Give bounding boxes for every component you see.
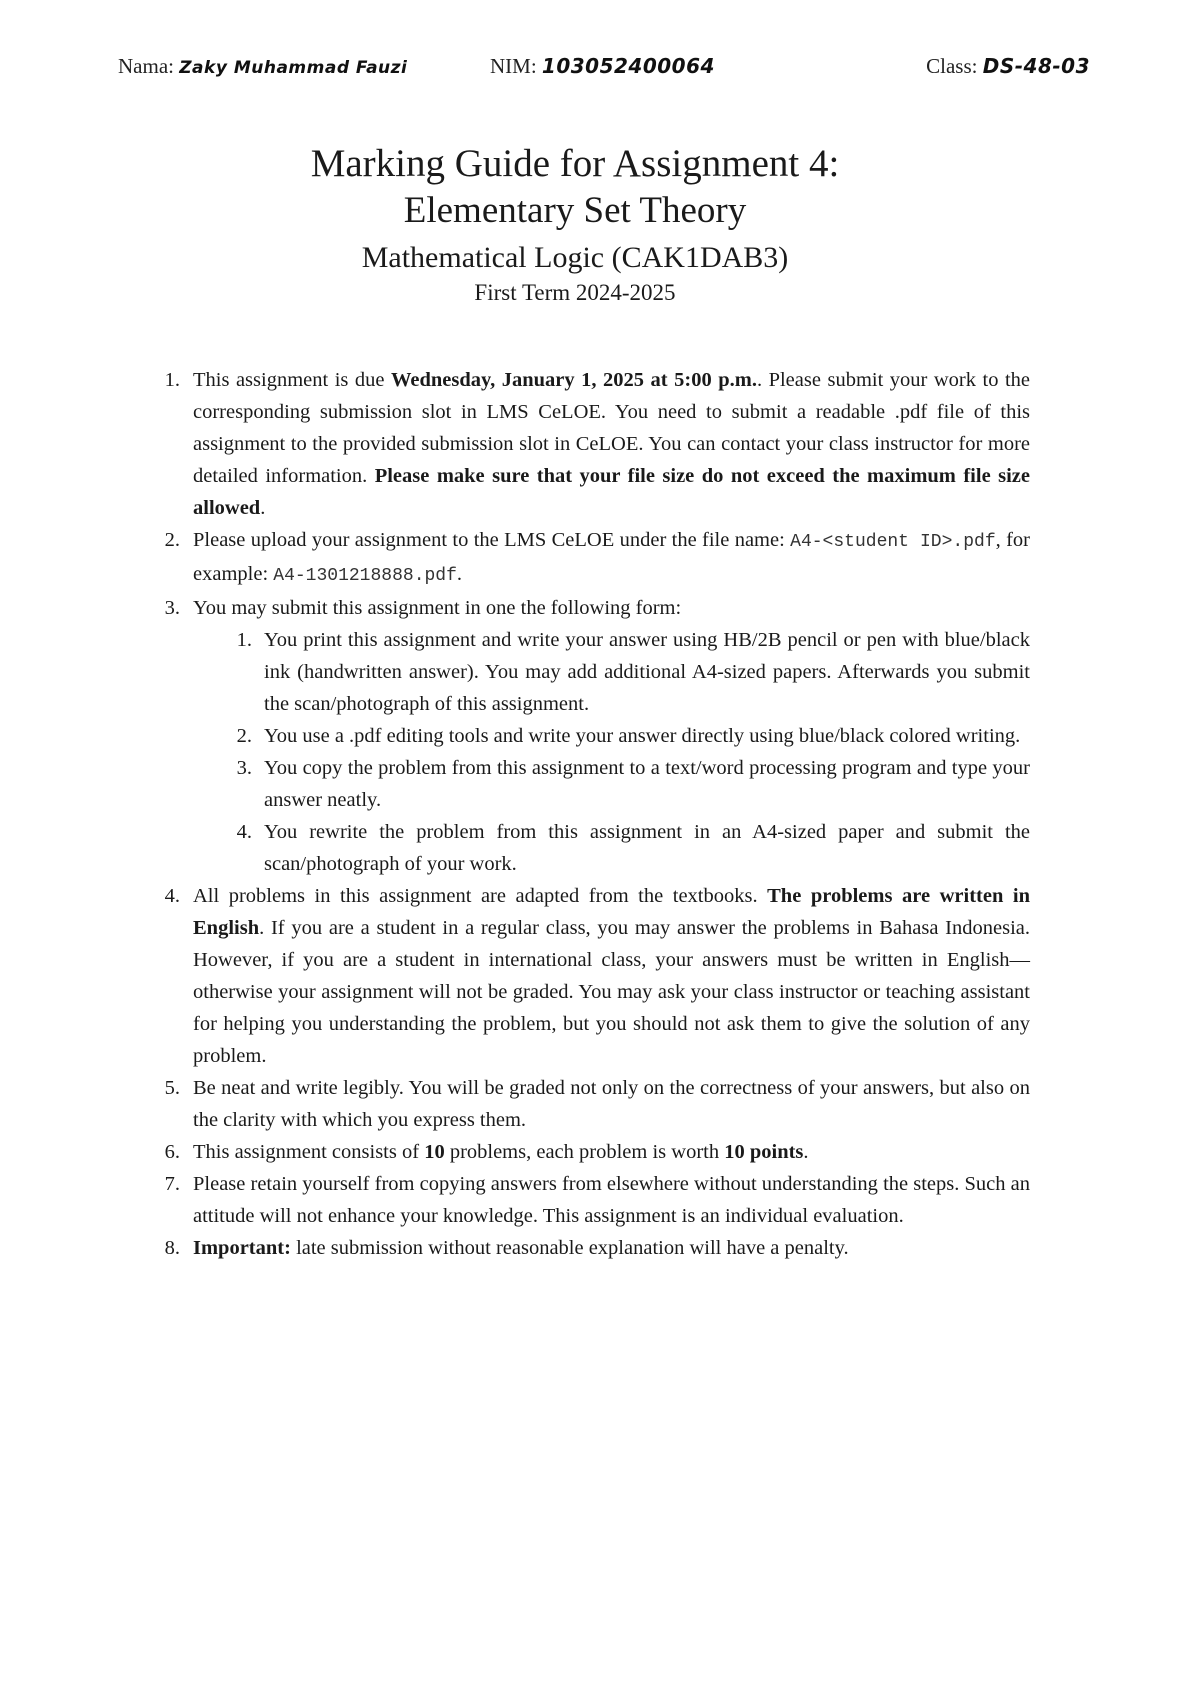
- nama-handwritten-value: Zaky Muhammad Fauzi: [179, 58, 408, 78]
- document-subtitle: Elementary Set Theory: [403, 190, 747, 231]
- instructions-list: [150, 364, 1030, 1264]
- file-size-warning: Please make sure that your file size do not exceed the maximum file size allowed: [193, 465, 1030, 519]
- sub-item-3-3: [150, 752, 1030, 816]
- item-text: Be neat and write legibly. You will be graded not only on the correctness of your answers, but also on the clarity with which you express them.: [193, 1077, 1030, 1131]
- instruction-item-1: [150, 364, 1030, 524]
- sub-item-3-1: [150, 624, 1030, 720]
- item-text: , for example:: [193, 529, 1031, 585]
- instruction-item-6: [150, 1136, 1030, 1168]
- class-label: Class:: [926, 54, 978, 78]
- item-text: You may submit this assignment in one the following form:: [193, 597, 682, 619]
- sub-item-text: You use a .pdf editing tools and write your answer directly using blue/black colored writing.: [264, 725, 1021, 747]
- nim-field: [490, 54, 715, 79]
- nim-label: NIM:: [490, 54, 537, 78]
- item-text: late submission without reasonable explanation will have a penalty.: [290, 1237, 849, 1259]
- filename-pattern: A4-<student ID>.pdf: [790, 532, 996, 552]
- sub-item-text: You print this assignment and write your answer using HB/2B pencil or pen with blue/black ink (handwritten answer). You may add additional A4-sized papers. Afterwards you submit the scan/photograph of this assignment.: [264, 629, 1030, 715]
- important-label: Important:: [193, 1237, 291, 1259]
- item-text: .: [456, 563, 463, 585]
- item-text: .: [260, 497, 266, 519]
- item-text: .: [803, 1141, 809, 1163]
- problem-count: 10: [424, 1141, 445, 1163]
- instruction-item-7: [150, 1168, 1030, 1232]
- nama-field: [118, 54, 407, 79]
- item-number: 8.: [164, 1237, 180, 1259]
- document-title: Marking Guide for Assignment 4:: [310, 142, 840, 185]
- due-date-text: Wednesday, January 1, 2025 at 5:00 p.m.: [391, 369, 757, 391]
- sub-item-number: 3.: [236, 757, 252, 779]
- instruction-item-4: [150, 880, 1030, 1072]
- item-number: 1.: [164, 369, 180, 391]
- item-text: Please upload your assignment to the LMS CeLOE under the file name:: [193, 529, 791, 551]
- nim-handwritten-value: 103052400064: [541, 54, 715, 78]
- item-text: This assignment is due: [193, 369, 391, 391]
- instruction-item-2: [150, 524, 1030, 592]
- item-text: problems, each problem is worth: [444, 1141, 725, 1163]
- item-number: 7.: [164, 1173, 180, 1195]
- sub-item-text: You copy the problem from this assignment to a text/word processing program and type your answer neatly.: [264, 757, 1030, 811]
- sub-item-number: 4.: [236, 821, 252, 843]
- class-handwritten-value: DS-48-03: [982, 54, 1090, 78]
- points-per-problem: 10 points: [724, 1141, 804, 1163]
- item-number: 4.: [164, 885, 180, 907]
- sub-item-3-4: [150, 816, 1030, 880]
- item-text: Please retain yourself from copying answers from elsewhere without understanding the steps. Such an attitude will not enhance your knowledge. This assignment is an individual evaluation.: [193, 1173, 1030, 1227]
- term-label: First Term 2024-2025: [474, 280, 676, 305]
- course-name: Mathematical Logic (CAK1DAB3): [361, 241, 789, 274]
- item-number: 6.: [164, 1141, 180, 1163]
- sub-item-number: 1.: [236, 629, 252, 651]
- sub-item-number: 2.: [236, 725, 252, 747]
- sub-item-text: You rewrite the problem from this assignment in an A4-sized paper and submit the scan/photograph of your work.: [264, 821, 1030, 875]
- instruction-item-3: [150, 592, 1030, 624]
- title-block: [0, 140, 1150, 308]
- item-number: 2.: [164, 529, 180, 551]
- item-text: . Please submit your work to the corresponding submission slot in LMS CeLOE. You need to submit a readable .pdf file of this assignment to the provided submission slot in CeLOE. You can contact your class instructor for more detailed information.: [193, 369, 1031, 487]
- item-text: All problems in this assignment are adapted from the textbooks.: [193, 885, 768, 907]
- nama-label: Nama:: [118, 54, 174, 78]
- instruction-item-8: [150, 1232, 1030, 1264]
- item-number: 3.: [164, 597, 180, 619]
- item-text: . If you are a student in a regular class, you may answer the problems in Bahasa Indonesia. However, if you are a student in international class, your answers must be written in English—otherwise your assignment will not be graded. You may ask your class instructor or teaching assistant for helping you understanding the problem, but you should not ask them to give the solution of any problem.: [193, 917, 1030, 1067]
- item-number: 5.: [164, 1077, 180, 1099]
- sub-item-3-2: [150, 720, 1030, 752]
- instruction-item-5: [150, 1072, 1030, 1136]
- item-text: This assignment consists of: [193, 1141, 425, 1163]
- student-header: [118, 54, 1090, 98]
- class-field: [926, 54, 1090, 79]
- filename-example: A4-1301218888.pdf: [273, 566, 457, 586]
- language-note: The problems are written in English: [193, 885, 1030, 939]
